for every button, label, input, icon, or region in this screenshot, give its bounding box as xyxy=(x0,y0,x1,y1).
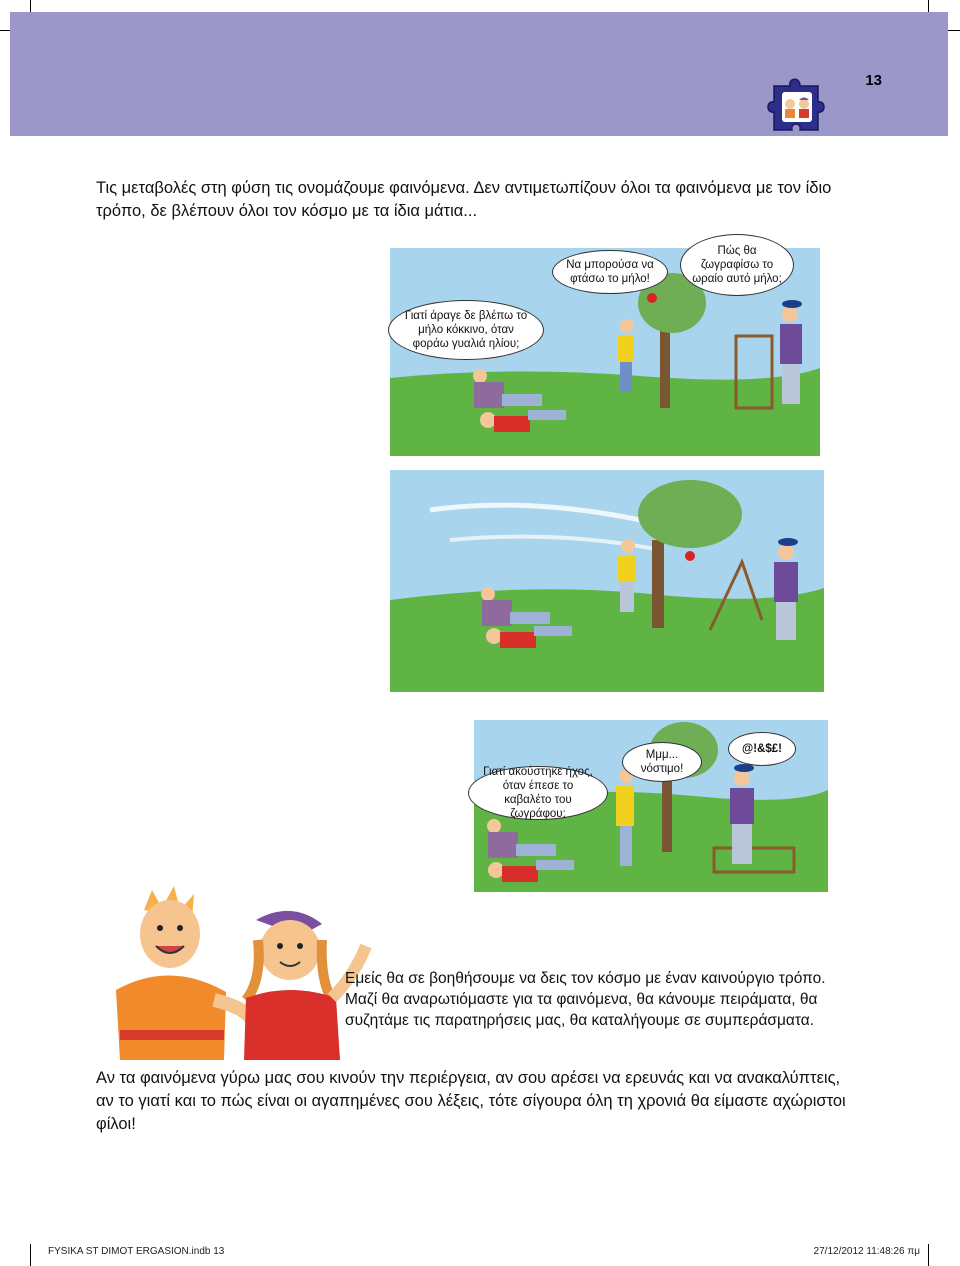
support-paragraph: Εμείς θα σε βοηθήσουμε να δεις τον κόσμο με έναν καινούργιο τρόπο. Μαζί θα αναρωτιόμαστε για τα φαινόμενα, θα κάνουμε πειράματα, θα συζητάμε τις παρατηρήσεις μας, θα καταλήγουμε σε συμπεράσματα. xyxy=(345,970,826,1029)
footer-file: FYSIKA ST DIMOT ERGASION.indb 13 xyxy=(48,1246,225,1257)
speech-bubble-painter: Πώς θα ζωγραφίσω το ωραίο αυτό μήλο; xyxy=(680,234,794,296)
puzzle-logo-icon xyxy=(766,72,832,138)
mascot-speech-text xyxy=(345,968,845,1031)
speech-bubble-boy-2: Γιατί ακούστηκε ήχος, όταν έπεσε το καβαλέτο του ζωγράφου; xyxy=(468,766,608,820)
comic-panel-2 xyxy=(390,470,824,692)
print-footer xyxy=(0,1244,960,1262)
crop-mark xyxy=(928,1244,929,1266)
page-number: 13 xyxy=(865,72,882,89)
speech-bubble-girl: Να μπορούσα να φτάσω το μήλο! xyxy=(552,250,668,294)
speech-bubble-girl-2: Μμμ... νόστιμο! xyxy=(622,742,702,782)
crop-mark xyxy=(30,1244,31,1266)
footer-date: 27/12/2012 11:48:26 πμ xyxy=(813,1246,920,1257)
closing-paragraph: Αν τα φαινόμενα γύρω μας σου κινούν την περιέργεια, αν σου αρέσει να ερευνάς και να ανακαλύπτεις, αν το γιατί και το πώς είναι οι αγαπημένες σου λέξεις, τότε σίγουρα όλη τη χρονιά θα είμαστε αχώριστοι φίλοι! xyxy=(96,1069,846,1133)
speech-bubble-boy: Γιατί άραγε δε βλέπω το μήλο κόκκινο, όταν φοράω γυαλιά ηλίου; xyxy=(388,300,544,360)
speech-bubble-painter-2: @!&$£! xyxy=(728,732,796,766)
intro-paragraph: Τις μεταβολές στη φύση τις ονομάζουμε φαινόμενα. Δεν αντιμετωπίζουν όλοι τα φαινόμενα με τον ίδιο τρόπο, δε βλέπουν όλοι τον κόσμο με τα ίδια μάτια... xyxy=(96,179,832,220)
